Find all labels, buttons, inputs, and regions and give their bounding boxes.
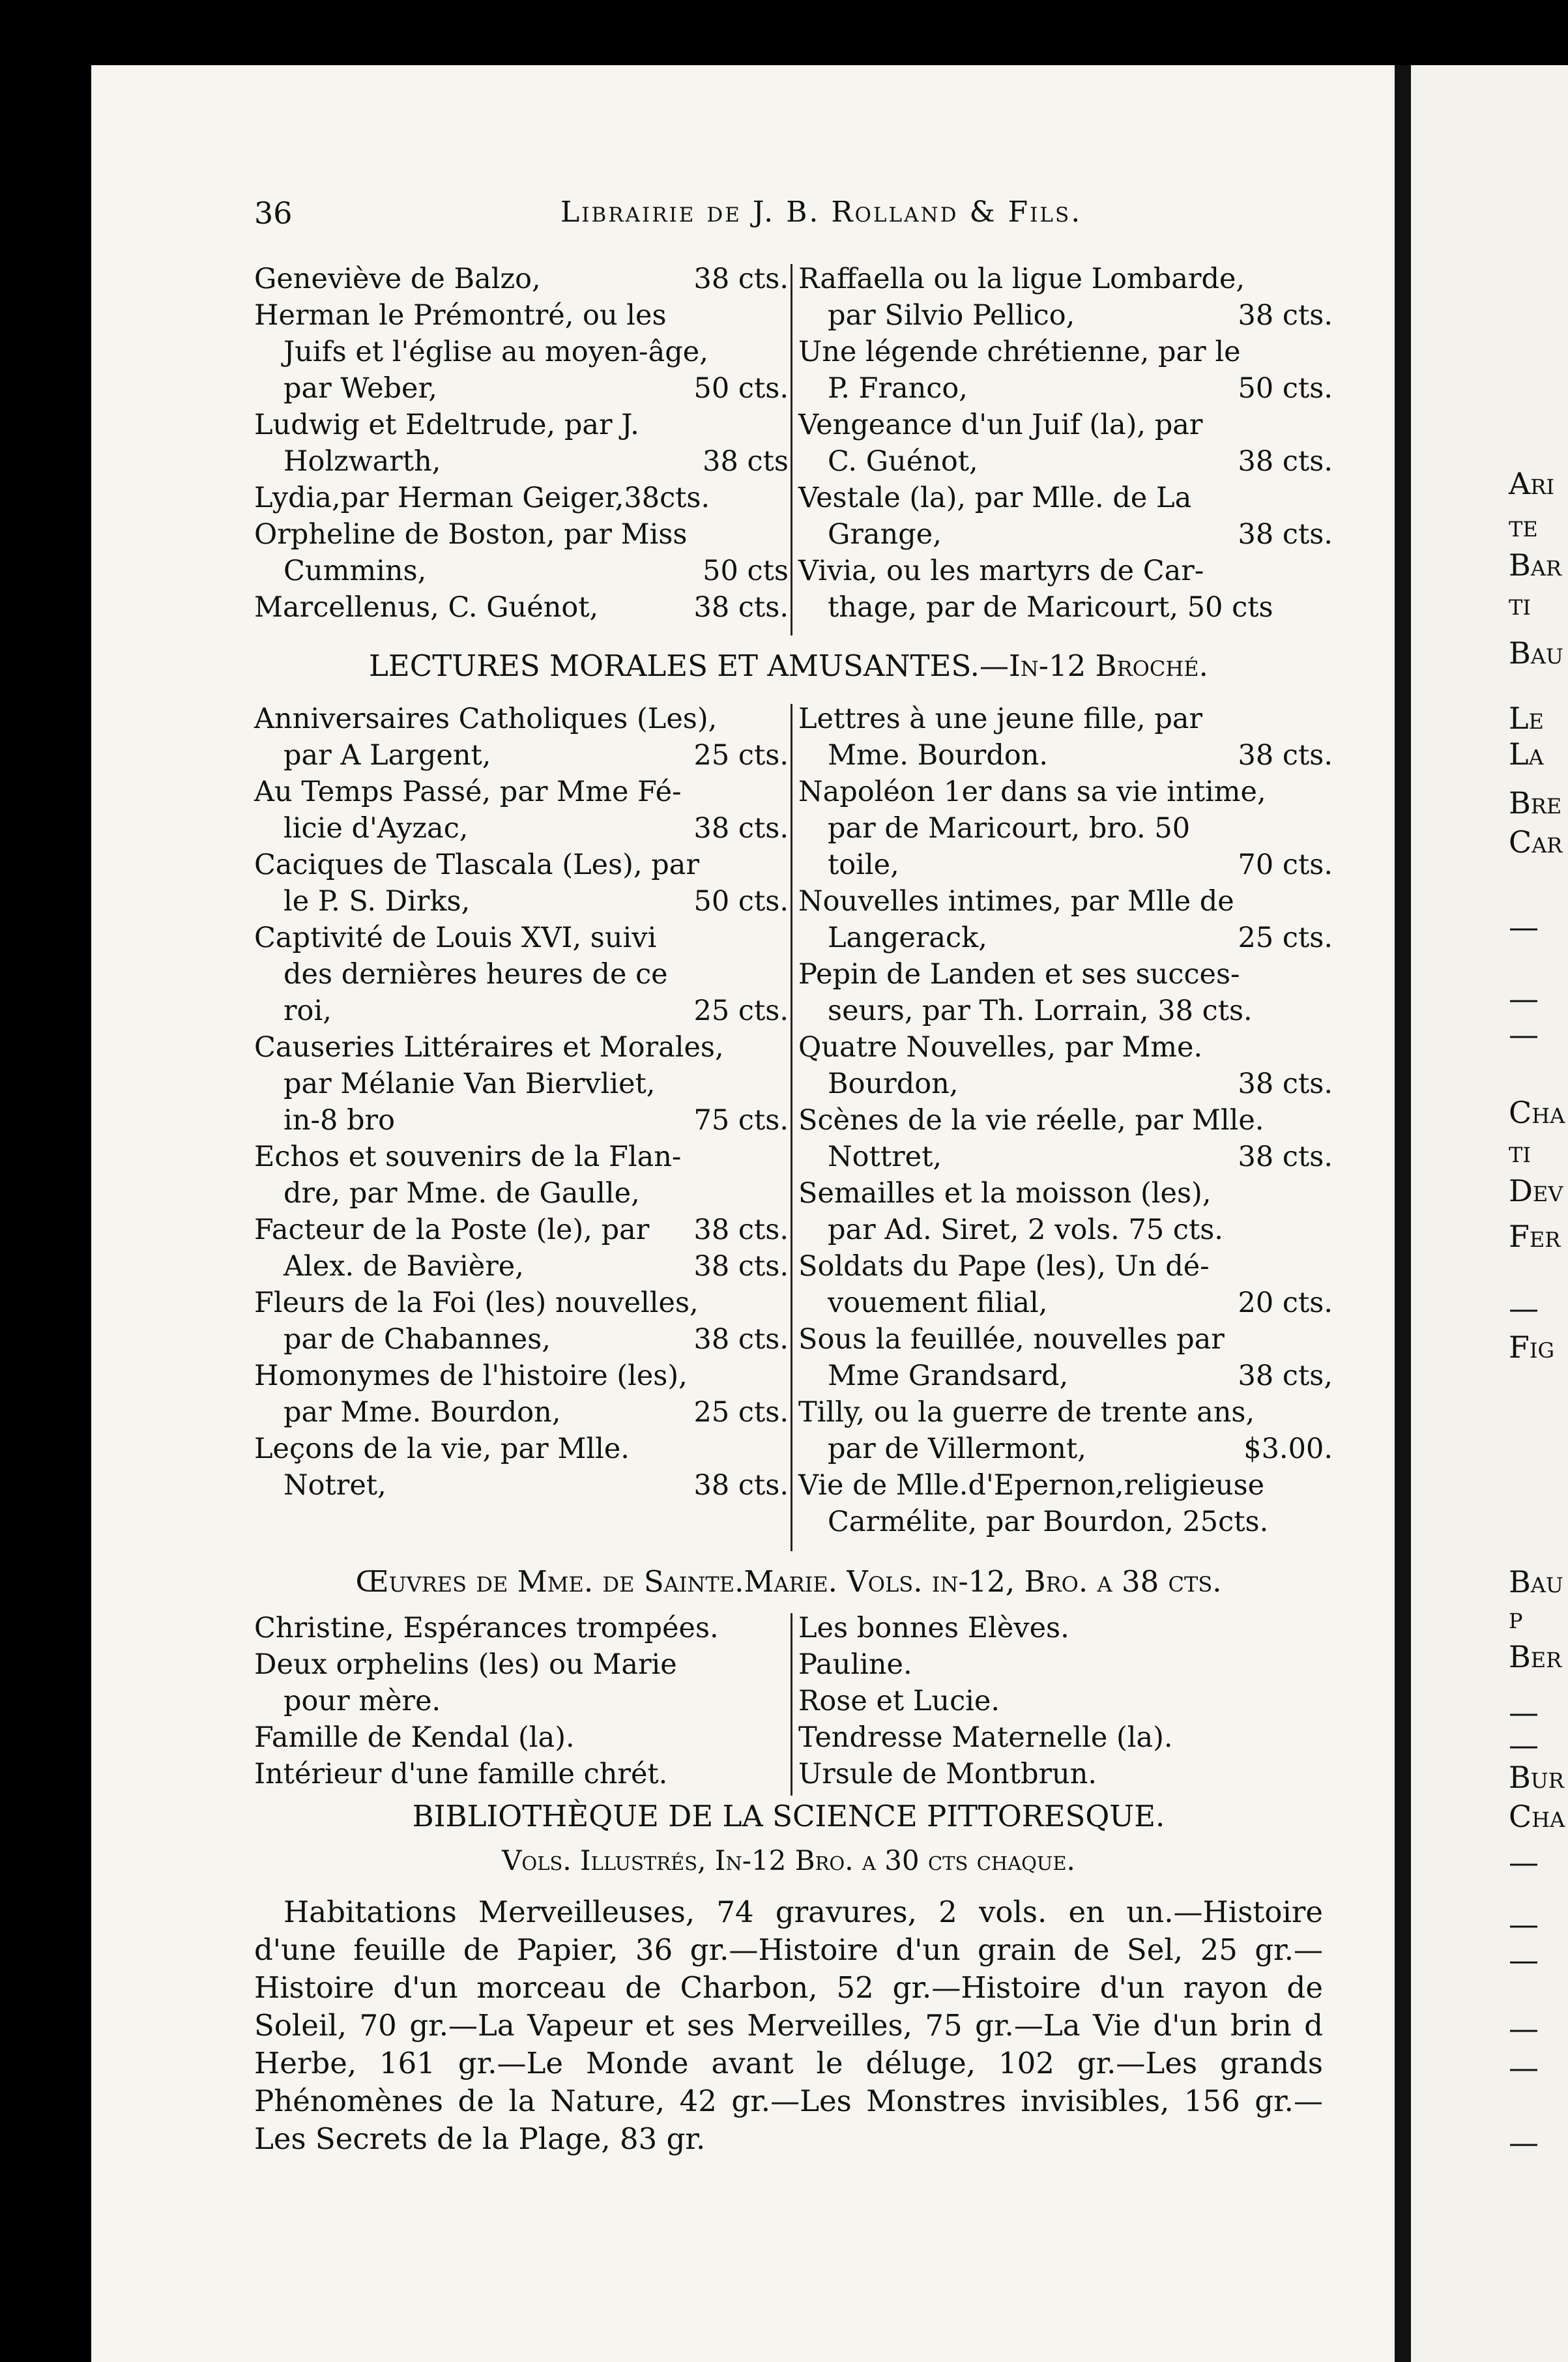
entry-line: Bourdon, 38 cts. xyxy=(798,1066,1333,1102)
entry-line: P. Franco, 50 cts. xyxy=(798,370,1333,407)
entry-line: Anniversaires Catholiques (Les), xyxy=(254,703,718,735)
heading-sub: In-12 Broché. xyxy=(1008,649,1208,683)
catalogue-entry xyxy=(798,1248,1333,1321)
entry-line: par Mélanie Van Biervliet, xyxy=(283,1068,656,1100)
adjacent-page-fragment: — xyxy=(1509,909,1539,944)
entry-line: pour mère. xyxy=(283,1685,441,1717)
catalogue-entry xyxy=(254,297,789,407)
catalogue-entry xyxy=(798,1683,1333,1719)
entry-line: Raffaella ou la ligue Lombarde, xyxy=(798,263,1245,295)
adjacent-page-fragment: te xyxy=(1509,508,1538,544)
adjacent-page-fragment: — xyxy=(1509,1695,1539,1730)
entry-line: Holzwarth, 38 cts xyxy=(254,443,789,480)
entry-price: 25 cts. xyxy=(1238,922,1333,954)
adjacent-page-fragment: — xyxy=(1509,1017,1539,1052)
entry-line: Scènes de la vie réelle, par Mlle. xyxy=(798,1104,1264,1137)
catalogue-entry xyxy=(254,407,789,480)
entry-price: 25 cts. xyxy=(693,739,789,772)
catalogue-entry xyxy=(254,1285,789,1358)
adjacent-page-fragment: — xyxy=(1509,2050,1539,2085)
entry-price: 38 cts xyxy=(703,445,789,478)
adjacent-page-fragment: — xyxy=(1509,1844,1539,1880)
entry-line: le P. S. Dirks, 50 cts. xyxy=(254,883,789,920)
entry-price: 38 cts. xyxy=(1238,1141,1333,1173)
catalogue-entry xyxy=(798,334,1333,407)
section1-right-column xyxy=(798,261,1333,626)
entry-line: par de Maricourt, bro. 50 xyxy=(828,812,1191,845)
catalogue-entry xyxy=(798,1646,1333,1683)
entry-line: in-8 bro 75 cts. xyxy=(254,1102,789,1139)
entry-line: Vivia, ou les martyrs de Car- xyxy=(798,555,1204,587)
adjacent-page-fragment: — xyxy=(1509,981,1539,1016)
entry-line: par A Largent, 25 cts. xyxy=(254,737,789,774)
section-heading-oeuvres: Œuvres de Mme. de Sainte.Marie. Vols. in-12, Bro. a 38 cts. xyxy=(355,1564,1222,1599)
catalogue-entry xyxy=(798,553,1333,626)
catalogue-entry xyxy=(798,407,1333,480)
catalogue-entry xyxy=(254,701,789,774)
entry-price: 38 cts. xyxy=(1238,518,1333,551)
entry-line: Rose et Lucie. xyxy=(798,1685,1000,1717)
catalogue-entry xyxy=(254,1756,789,1792)
adjacent-page-fragment: ti xyxy=(1509,587,1531,622)
science-paragraph: Habitations Merveilleuses, 74 gravures, 2 vols. en un.—Histoire d'une feuille de Papier, 36 gr.—Histoire d'un grain de Sel, 25 gr.—Histoire d'un morceau de Charbon, 52 gr.—Histoire d'un rayon de Soleil, 70 gr.—La Vapeur et ses Merveilles, 75 gr.—La Vie d'un brin d Herbe, 161 gr.—Le Monde avant le déluge, 102 gr.—Les grands Phénomènes de la Nature, 42 gr.—Les Monstres invisibles, 156 gr.—Les Secrets de la Plage, 83 gr. xyxy=(254,1895,1323,2156)
entry-price: 50 cts. xyxy=(693,885,789,918)
entry-price: 50 cts. xyxy=(1238,372,1333,405)
entry-price: 38 cts. xyxy=(1238,299,1333,332)
entry-price: 25 cts. xyxy=(693,1396,789,1429)
adjacent-page-fragment: — xyxy=(1509,1290,1539,1326)
adjacent-page-fragment: Cha xyxy=(1509,1799,1565,1834)
entry-line: par Weber, 50 cts. xyxy=(254,370,789,407)
adjacent-page-fragment: Le xyxy=(1509,701,1544,736)
entry-line: Quatre Nouvelles, par Mme. xyxy=(798,1031,1203,1064)
entry-line: Soldats du Pape (les), Un dé- xyxy=(798,1250,1210,1283)
catalogue-entry xyxy=(798,1756,1333,1792)
catalogue-entry xyxy=(254,1719,789,1756)
entry-line: thage, par de Maricourt, 50 cts xyxy=(828,591,1273,624)
entry-line: Lydia,par Herman Geiger,38cts. xyxy=(254,482,710,514)
entry-line: Echos et souvenirs de la Flan- xyxy=(254,1141,682,1173)
catalogue-entry xyxy=(798,956,1333,1029)
entry-line: par Silvio Pellico, 38 cts. xyxy=(798,297,1333,334)
entry-price: 38 cts. xyxy=(1238,739,1333,772)
entry-line: Napoléon 1er dans sa vie intime, xyxy=(798,776,1266,808)
catalogue-entry xyxy=(254,1646,789,1719)
entry-line: Tilly, ou la guerre de trente ans, xyxy=(798,1396,1255,1429)
catalogue-entry xyxy=(254,589,789,626)
entry-line: Christine, Espérances trompées. xyxy=(254,1612,719,1644)
entry-line: Une légende chrétienne, par le xyxy=(798,336,1241,368)
entry-line: Herman le Prémontré, ou les xyxy=(254,299,667,332)
entry-line: par Ad. Siret, 2 vols. 75 cts. xyxy=(828,1214,1223,1246)
entry-line: Semailles et la moisson (les), xyxy=(798,1177,1212,1210)
entry-line: licie d'Ayzac, 38 cts. xyxy=(254,810,789,847)
adjacent-page-fragment: — xyxy=(1509,2011,1539,2046)
entry-line: Carmélite, par Bourdon, 25cts. xyxy=(828,1506,1269,1538)
entry-price: 50 cts. xyxy=(693,372,789,405)
entry-price: 38 cts. xyxy=(693,1214,789,1246)
entry-line: Caciques de Tlascala (Les), par xyxy=(254,849,700,881)
catalogue-entry xyxy=(798,1175,1333,1248)
catalogue-entry xyxy=(254,480,789,516)
entry-price: 38 cts. xyxy=(1238,445,1333,478)
adjacent-page-fragment: Bar xyxy=(1509,547,1562,583)
adjacent-page-fragment: Cha xyxy=(1509,1095,1565,1130)
entry-line: C. Guénot, 38 cts. xyxy=(798,443,1333,480)
entry-price: 75 cts. xyxy=(693,1104,789,1137)
catalogue-entry xyxy=(798,261,1333,334)
adjacent-page-fragment: — xyxy=(1509,1906,1539,1942)
entry-line: Ludwig et Edeltrude, par J. xyxy=(254,409,639,441)
entry-line: vouement filial, 20 cts. xyxy=(798,1285,1333,1321)
entry-price: 38 cts. xyxy=(693,812,789,845)
entry-line: Famille de Kendal (la). xyxy=(254,1721,575,1754)
entry-line: Pepin de Landen et ses succes- xyxy=(798,958,1240,991)
adjacent-page-fragment: — xyxy=(1509,2125,1539,2160)
entry-line: Mme Grandsard, 38 cts, xyxy=(798,1358,1333,1394)
adjacent-page-fragment: — xyxy=(1509,1942,1539,1977)
entry-line: Pauline. xyxy=(798,1648,912,1681)
section2-left-column xyxy=(254,701,789,1504)
catalogue-entry xyxy=(798,1610,1333,1646)
section1-left-column xyxy=(254,261,789,626)
catalogue-entry xyxy=(798,774,1333,883)
entry-line: Ursule de Montbrun. xyxy=(798,1758,1097,1790)
entry-line: Langerack, 25 cts. xyxy=(798,920,1333,956)
entry-line: roi, 25 cts. xyxy=(254,993,789,1029)
entry-line: Au Temps Passé, par Mme Fé- xyxy=(254,776,682,808)
entry-price: 38 cts. xyxy=(693,263,789,295)
catalogue-entry xyxy=(798,1467,1333,1540)
column-divider xyxy=(791,1613,792,1796)
entry-price: 38 cts. xyxy=(693,591,789,624)
catalogue-entry xyxy=(254,516,789,589)
entry-line: Captivité de Louis XVI, suivi xyxy=(254,922,657,954)
entry-price: 38 cts. xyxy=(693,1250,789,1283)
running-title: Librairie de J. B. Rolland & Fils. xyxy=(560,196,1082,229)
entry-line: des dernières heures de ce xyxy=(283,958,668,991)
entry-line: Deux orphelins (les) ou Marie xyxy=(254,1648,677,1681)
page-header xyxy=(169,130,1316,231)
adjacent-page-fragment: Fig xyxy=(1509,1330,1555,1365)
catalogue-entry xyxy=(254,1610,789,1646)
entry-line: Facteur de la Poste (le), par xyxy=(254,1214,650,1246)
catalogue-entry xyxy=(798,1719,1333,1756)
entry-line: Sous la feuillée, nouvelles par xyxy=(798,1323,1225,1356)
catalogue-entry xyxy=(254,1358,789,1431)
catalogue-entry xyxy=(254,261,789,297)
entry-price: 38 cts. xyxy=(693,1323,789,1356)
adjacent-page-fragment: Car xyxy=(1509,824,1563,860)
entry-line: dre, par Mme. de Gaulle, xyxy=(283,1177,640,1210)
entry-price: 50 cts xyxy=(703,555,789,587)
catalogue-entry xyxy=(254,920,789,1029)
adjacent-page-fragment: p xyxy=(1509,1600,1523,1635)
adjacent-page-fragment: Bau xyxy=(1509,635,1563,671)
entry-price: 38 cts. xyxy=(1238,1068,1333,1100)
entry-line: Mme. Bourdon. 38 cts. xyxy=(798,737,1333,774)
section3-right-column xyxy=(798,1610,1333,1792)
entry-line: seurs, par Th. Lorrain, 38 cts. xyxy=(828,995,1253,1027)
catalogue-entry xyxy=(254,847,789,920)
catalogue-entry xyxy=(798,1102,1333,1175)
section-heading-lectures xyxy=(254,649,1323,683)
catalogue-entry xyxy=(798,1394,1333,1467)
entry-line: Nottret, 38 cts. xyxy=(798,1139,1333,1175)
entry-line: Nouvelles intimes, par Mlle de xyxy=(798,885,1234,918)
adjacent-page-fragment: ti xyxy=(1509,1134,1531,1169)
entry-price: 20 cts. xyxy=(1238,1287,1333,1319)
catalogue-entry xyxy=(254,1431,789,1504)
catalogue-entry xyxy=(798,480,1333,553)
catalogue-entry xyxy=(798,1029,1333,1102)
entry-line: Fleurs de la Foi (les) nouvelles, xyxy=(254,1287,699,1319)
adjacent-page xyxy=(1411,65,1568,2362)
page-number: 36 xyxy=(254,196,293,231)
adjacent-page-fragment: Dev xyxy=(1509,1173,1563,1208)
catalogue-entry xyxy=(254,774,789,847)
entry-line: Intérieur d'une famille chrét. xyxy=(254,1758,668,1790)
page-gutter xyxy=(1395,65,1411,2362)
entry-line: Tendresse Maternelle (la). xyxy=(798,1721,1173,1754)
entry-line: Lettres à une jeune fille, par xyxy=(798,703,1203,735)
entry-line: par de Villermont, $3.00. xyxy=(798,1431,1333,1467)
catalogue-entry xyxy=(798,883,1333,956)
entry-line: Causeries Littéraires et Morales, xyxy=(254,1031,724,1064)
entry-price: 70 cts. xyxy=(1238,849,1333,881)
entry-line: Vestale (la), par Mlle. de La xyxy=(798,482,1192,514)
adjacent-page-fragment: Fer xyxy=(1509,1219,1561,1254)
entry-price: 25 cts. xyxy=(693,995,789,1027)
section2-right-column xyxy=(798,701,1333,1540)
entry-line: Les bonnes Elèves. xyxy=(798,1612,1069,1644)
entry-line: Notret, 38 cts. xyxy=(254,1467,789,1504)
adjacent-page-fragment: Bre xyxy=(1509,785,1562,821)
section-subheading-bibliotheque: Vols. Illustrés, In-12 Bro. a 30 cts chaque. xyxy=(502,1844,1075,1876)
entry-line: par de Chabannes, 38 cts. xyxy=(254,1321,789,1358)
adjacent-page-fragment: — xyxy=(1509,1727,1539,1762)
catalogue-entry xyxy=(798,1321,1333,1394)
section3-left-column xyxy=(254,1610,789,1792)
adjacent-page-fragment: La xyxy=(1509,736,1544,772)
entry-line: Vengeance d'un Juif (la), par xyxy=(798,409,1203,441)
adjacent-page-fragment: Ber xyxy=(1509,1639,1562,1674)
entry-line: Marcellenus, C. Guénot, 38 cts. xyxy=(254,589,789,626)
entry-line: Cummins, 50 cts xyxy=(254,553,789,589)
catalogue-entry xyxy=(798,701,1333,774)
entry-price: 38 cts, xyxy=(1238,1360,1333,1392)
column-divider xyxy=(791,704,792,1551)
section-heading-bibliotheque: BIBLIOTHÈQUE DE LA SCIENCE PITTORESQUE. xyxy=(412,1799,1165,1833)
entry-line: Orpheline de Boston, par Miss xyxy=(254,518,688,551)
catalogue-entry xyxy=(254,1029,789,1139)
adjacent-page-fragment: Bur xyxy=(1509,1760,1564,1795)
entry-line: Alex. de Bavière, 38 cts. xyxy=(254,1248,789,1285)
entry-line: Grange, 38 cts. xyxy=(798,516,1333,553)
heading-main: LECTURES MORALES ET AMUSANTES.— xyxy=(369,649,1009,683)
adjacent-page-fragment: Bau xyxy=(1509,1564,1563,1599)
entry-line: Juifs et l'église au moyen-âge, xyxy=(283,336,708,368)
entry-line: Geneviève de Balzo, 38 cts. xyxy=(254,261,789,297)
column-divider xyxy=(791,264,792,635)
entry-line: Vie de Mlle.d'Epernon,religieuse xyxy=(798,1469,1265,1502)
adjacent-page-fragment: Ari xyxy=(1509,466,1554,501)
entry-price: $3.00. xyxy=(1243,1433,1333,1465)
entry-price: 38 cts. xyxy=(693,1469,789,1502)
entry-line: Leçons de la vie, par Mlle. xyxy=(254,1433,630,1465)
entry-line: toile, 70 cts. xyxy=(798,847,1333,883)
entry-line: Homonymes de l'histoire (les), xyxy=(254,1360,688,1392)
entry-line: par Mme. Bourdon, 25 cts. xyxy=(254,1394,789,1431)
